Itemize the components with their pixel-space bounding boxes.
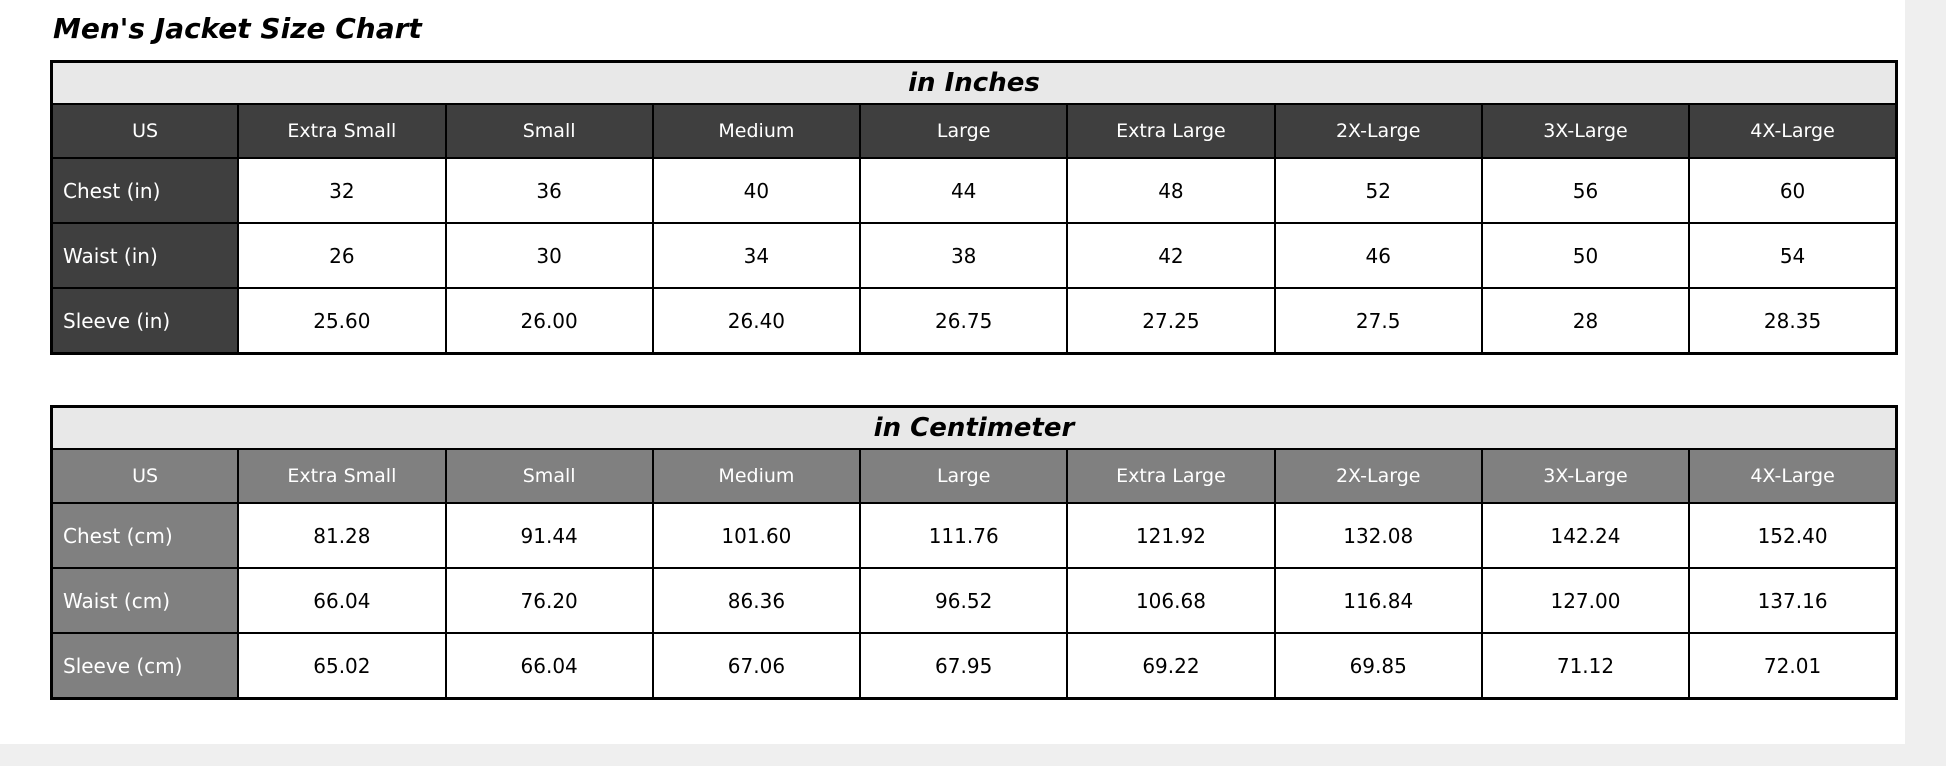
cell-sleeve-in-2xl: 27.5 xyxy=(1275,288,1482,354)
table-row xyxy=(52,288,1897,354)
column-header-large: Large xyxy=(860,104,1067,158)
column-header-us: US xyxy=(52,449,239,503)
column-header-extra-large: Extra Large xyxy=(1067,449,1274,503)
column-header-extra-small: Extra Small xyxy=(238,104,445,158)
cell-waist-in-4xl: 54 xyxy=(1689,223,1896,288)
cell-waist-in-2xl: 46 xyxy=(1275,223,1482,288)
cell-chest-cm-4xl: 152.40 xyxy=(1689,503,1896,568)
cell-chest-in-s: 36 xyxy=(446,158,653,223)
column-header-extra-small: Extra Small xyxy=(238,449,445,503)
cell-sleeve-cm-4xl: 72.01 xyxy=(1689,633,1896,699)
row-label-waist-cm: Waist (cm) xyxy=(52,568,239,633)
column-header-3x-large: 3X-Large xyxy=(1482,104,1689,158)
page-margin-right xyxy=(1905,0,1946,766)
cell-waist-cm-xl: 106.68 xyxy=(1067,568,1274,633)
column-header-small: Small xyxy=(446,449,653,503)
cell-sleeve-cm-2xl: 69.85 xyxy=(1275,633,1482,699)
column-header-3x-large: 3X-Large xyxy=(1482,449,1689,503)
unit-banner-inches: in Inches xyxy=(52,62,1897,105)
cell-waist-cm-l: 96.52 xyxy=(860,568,1067,633)
cell-sleeve-cm-3xl: 71.12 xyxy=(1482,633,1689,699)
cell-chest-in-xs: 32 xyxy=(238,158,445,223)
cell-waist-in-l: 38 xyxy=(860,223,1067,288)
page-margin-bottom xyxy=(0,744,1946,766)
column-header-extra-large: Extra Large xyxy=(1067,104,1274,158)
cell-chest-cm-s: 91.44 xyxy=(446,503,653,568)
cell-chest-in-l: 44 xyxy=(860,158,1067,223)
column-header-medium: Medium xyxy=(653,449,860,503)
size-table-centimeter xyxy=(50,405,1898,700)
column-header-large: Large xyxy=(860,449,1067,503)
row-label-chest-cm: Chest (cm) xyxy=(52,503,239,568)
unit-banner-row xyxy=(52,407,1897,450)
row-label-sleeve-in: Sleeve (in) xyxy=(52,288,239,354)
cell-sleeve-cm-xs: 65.02 xyxy=(238,633,445,699)
cell-waist-in-3xl: 50 xyxy=(1482,223,1689,288)
unit-banner-centimeter: in Centimeter xyxy=(52,407,1897,450)
cell-waist-in-m: 34 xyxy=(653,223,860,288)
cell-chest-cm-xs: 81.28 xyxy=(238,503,445,568)
cell-sleeve-in-xl: 27.25 xyxy=(1067,288,1274,354)
row-label-chest-in: Chest (in) xyxy=(52,158,239,223)
cell-waist-in-xl: 42 xyxy=(1067,223,1274,288)
cell-sleeve-cm-m: 67.06 xyxy=(653,633,860,699)
cell-waist-in-s: 30 xyxy=(446,223,653,288)
column-header-4x-large: 4X-Large xyxy=(1689,449,1896,503)
cell-sleeve-in-s: 26.00 xyxy=(446,288,653,354)
row-label-waist-in: Waist (in) xyxy=(52,223,239,288)
inches-table xyxy=(50,60,1898,355)
row-label-sleeve-cm: Sleeve (cm) xyxy=(52,633,239,699)
unit-banner-row xyxy=(52,62,1897,105)
cell-waist-cm-m: 86.36 xyxy=(653,568,860,633)
cell-waist-cm-xs: 66.04 xyxy=(238,568,445,633)
header-row-centimeter xyxy=(52,449,1897,503)
cell-chest-cm-2xl: 132.08 xyxy=(1275,503,1482,568)
cell-sleeve-cm-s: 66.04 xyxy=(446,633,653,699)
table-row xyxy=(52,158,1897,223)
cell-waist-cm-3xl: 127.00 xyxy=(1482,568,1689,633)
table-row xyxy=(52,568,1897,633)
cell-chest-cm-xl: 121.92 xyxy=(1067,503,1274,568)
cell-waist-cm-2xl: 116.84 xyxy=(1275,568,1482,633)
cell-sleeve-in-3xl: 28 xyxy=(1482,288,1689,354)
header-row-inches xyxy=(52,104,1897,158)
cell-waist-cm-4xl: 137.16 xyxy=(1689,568,1896,633)
cell-chest-in-4xl: 60 xyxy=(1689,158,1896,223)
cell-chest-in-xl: 48 xyxy=(1067,158,1274,223)
cell-sleeve-in-xs: 25.60 xyxy=(238,288,445,354)
column-header-small: Small xyxy=(446,104,653,158)
cell-sleeve-in-m: 26.40 xyxy=(653,288,860,354)
cell-sleeve-in-4xl: 28.35 xyxy=(1689,288,1896,354)
cell-chest-in-2xl: 52 xyxy=(1275,158,1482,223)
cell-chest-cm-3xl: 142.24 xyxy=(1482,503,1689,568)
table-row xyxy=(52,223,1897,288)
size-table-inches xyxy=(50,60,1898,355)
centimeter-table xyxy=(50,405,1898,700)
table-row xyxy=(52,633,1897,699)
cell-waist-in-xs: 26 xyxy=(238,223,445,288)
cell-waist-cm-s: 76.20 xyxy=(446,568,653,633)
cell-sleeve-cm-l: 67.95 xyxy=(860,633,1067,699)
column-header-us: US xyxy=(52,104,239,158)
cell-sleeve-cm-xl: 69.22 xyxy=(1067,633,1274,699)
cell-chest-in-m: 40 xyxy=(653,158,860,223)
cell-chest-cm-m: 101.60 xyxy=(653,503,860,568)
table-row xyxy=(52,503,1897,568)
page-title: Men's Jacket Size Chart xyxy=(53,12,422,45)
column-header-2x-large: 2X-Large xyxy=(1275,449,1482,503)
cell-chest-in-3xl: 56 xyxy=(1482,158,1689,223)
cell-chest-cm-l: 111.76 xyxy=(860,503,1067,568)
column-header-4x-large: 4X-Large xyxy=(1689,104,1896,158)
column-header-medium: Medium xyxy=(653,104,860,158)
cell-sleeve-in-l: 26.75 xyxy=(860,288,1067,354)
column-header-2x-large: 2X-Large xyxy=(1275,104,1482,158)
